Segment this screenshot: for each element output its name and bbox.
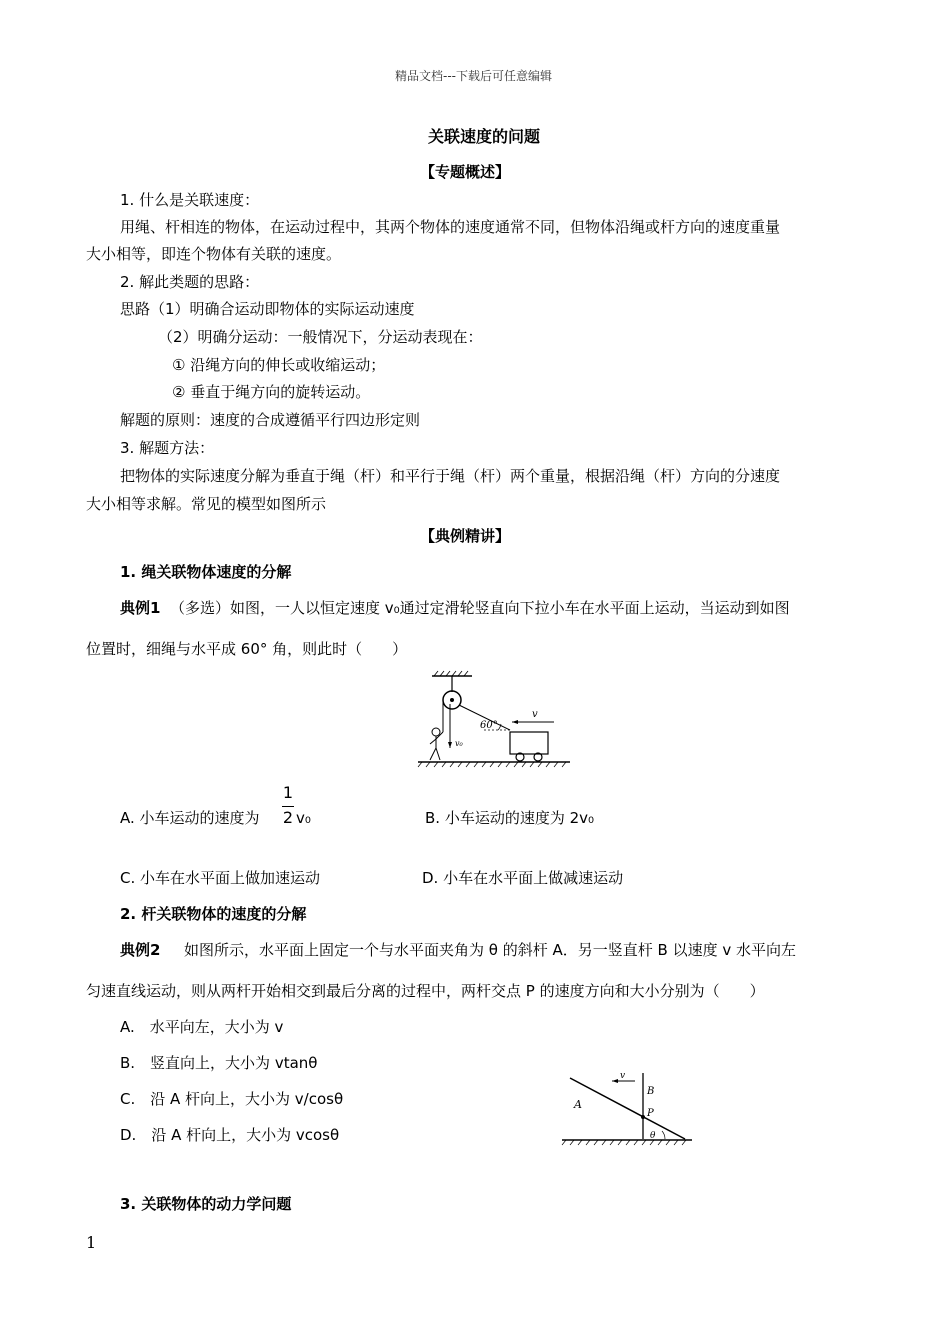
pulley-cart-figure (414, 670, 584, 770)
paragraph: 3. 解题方法： (120, 439, 215, 457)
paragraph: ① 沿绳方向的伸长或收缩运动； (172, 356, 386, 374)
paragraph: 大小相等，即连个物体有关联的速度。 (86, 245, 342, 263)
example-text: （多选）如图，一人以恒定速度 v₀通过定滑轮竖直向下拉小车在水平面上运动，当运动到如图 (170, 599, 790, 617)
rod-b-label: B (647, 1086, 655, 1097)
paragraph: 用绳、杆相连的物体，在运动过程中，其两个物体的速度通常不同，但物体沿绳或杆方向的速度重量 (120, 218, 781, 236)
paragraph: （2）明确分运动：一般情况下，分运动表现在： (158, 328, 483, 346)
option-a-text: A. 小车运动的速度为 (120, 809, 260, 827)
point-p-label: P (647, 1108, 654, 1119)
theta-label: θ (650, 1131, 656, 1141)
subheading: 3. 关联物体的动力学问题 (120, 1195, 292, 1213)
subheading: 2. 杆关联物体的速度的分解 (120, 905, 307, 923)
page-title: 关联速度的问题 (428, 127, 541, 146)
option-a (120, 808, 260, 828)
option-b: B. 小车运动的速度为 2v₀ (425, 809, 595, 827)
paragraph: 大小相等求解。常见的模型如图所示 (86, 495, 327, 513)
paragraph: ② 垂直于绳方向的旋转运动。 (172, 383, 371, 401)
v0-label: v₀ (455, 739, 463, 748)
paragraph: 思路（1）明确合运动即物体的实际运动速度 (120, 300, 415, 318)
subheading: 1. 绳关联物体速度的分解 (120, 563, 292, 581)
rods-figure (560, 1068, 700, 1148)
page-number: 1 (86, 1233, 97, 1252)
angle-label: 60° (480, 720, 498, 731)
option-a: A. 水平向左，大小为 v (120, 1018, 284, 1036)
option-b: B. 竖直向上，大小为 vtanθ (120, 1054, 318, 1072)
paragraph: 把物体的实际速度分解为垂直于绳（杆）和平行于绳（杆）两个重量，根据沿绳（杆）方向的分速度 (120, 467, 781, 485)
velocity-label: v (532, 709, 538, 720)
example-label: 典例2 (120, 941, 161, 959)
rod-a-label: A (574, 1098, 582, 1111)
example-text: 位置时，细绳与水平成 60° 角，则此时（ ） (86, 640, 408, 658)
option-a-unit: v₀ (296, 809, 311, 827)
velocity-label: v (620, 1071, 626, 1081)
fraction-denominator: 2 (282, 808, 294, 827)
paragraph: 1. 什么是关联速度： (120, 191, 260, 209)
paragraph: 2. 解此类题的思路： (120, 273, 260, 291)
paragraph: 解题的原则：速度的合成遵循平行四边形定则 (120, 411, 421, 429)
fraction-numerator: 1 (282, 783, 294, 802)
option-c: C. 沿 A 杆向上，大小为 v/cosθ (120, 1090, 344, 1108)
option-d: D. 沿 A 杆向上，大小为 vcosθ (120, 1126, 340, 1144)
example-text: 匀速直线运动，则从两杆开始相交到最后分离的过程中，两杆交点 P 的速度方向和大小分别为（ ） (86, 982, 765, 1000)
section-heading-examples: 【典例精讲】 (420, 527, 511, 545)
section-heading-overview: 【专题概述】 (420, 163, 511, 181)
example-label: 典例1 (120, 599, 161, 617)
fraction-bar (282, 806, 294, 807)
option-c: C. 小车在水平面上做加速运动 (120, 869, 321, 887)
option-d: D. 小车在水平面上做减速运动 (422, 869, 624, 887)
page-header: 精品文档---下载后可任意编辑 (395, 69, 552, 83)
example-text: 如图所示，水平面上固定一个与水平面夹角为 θ 的斜杆 A．另一竖直杆 B 以速度 v 水平向左 (184, 941, 796, 959)
